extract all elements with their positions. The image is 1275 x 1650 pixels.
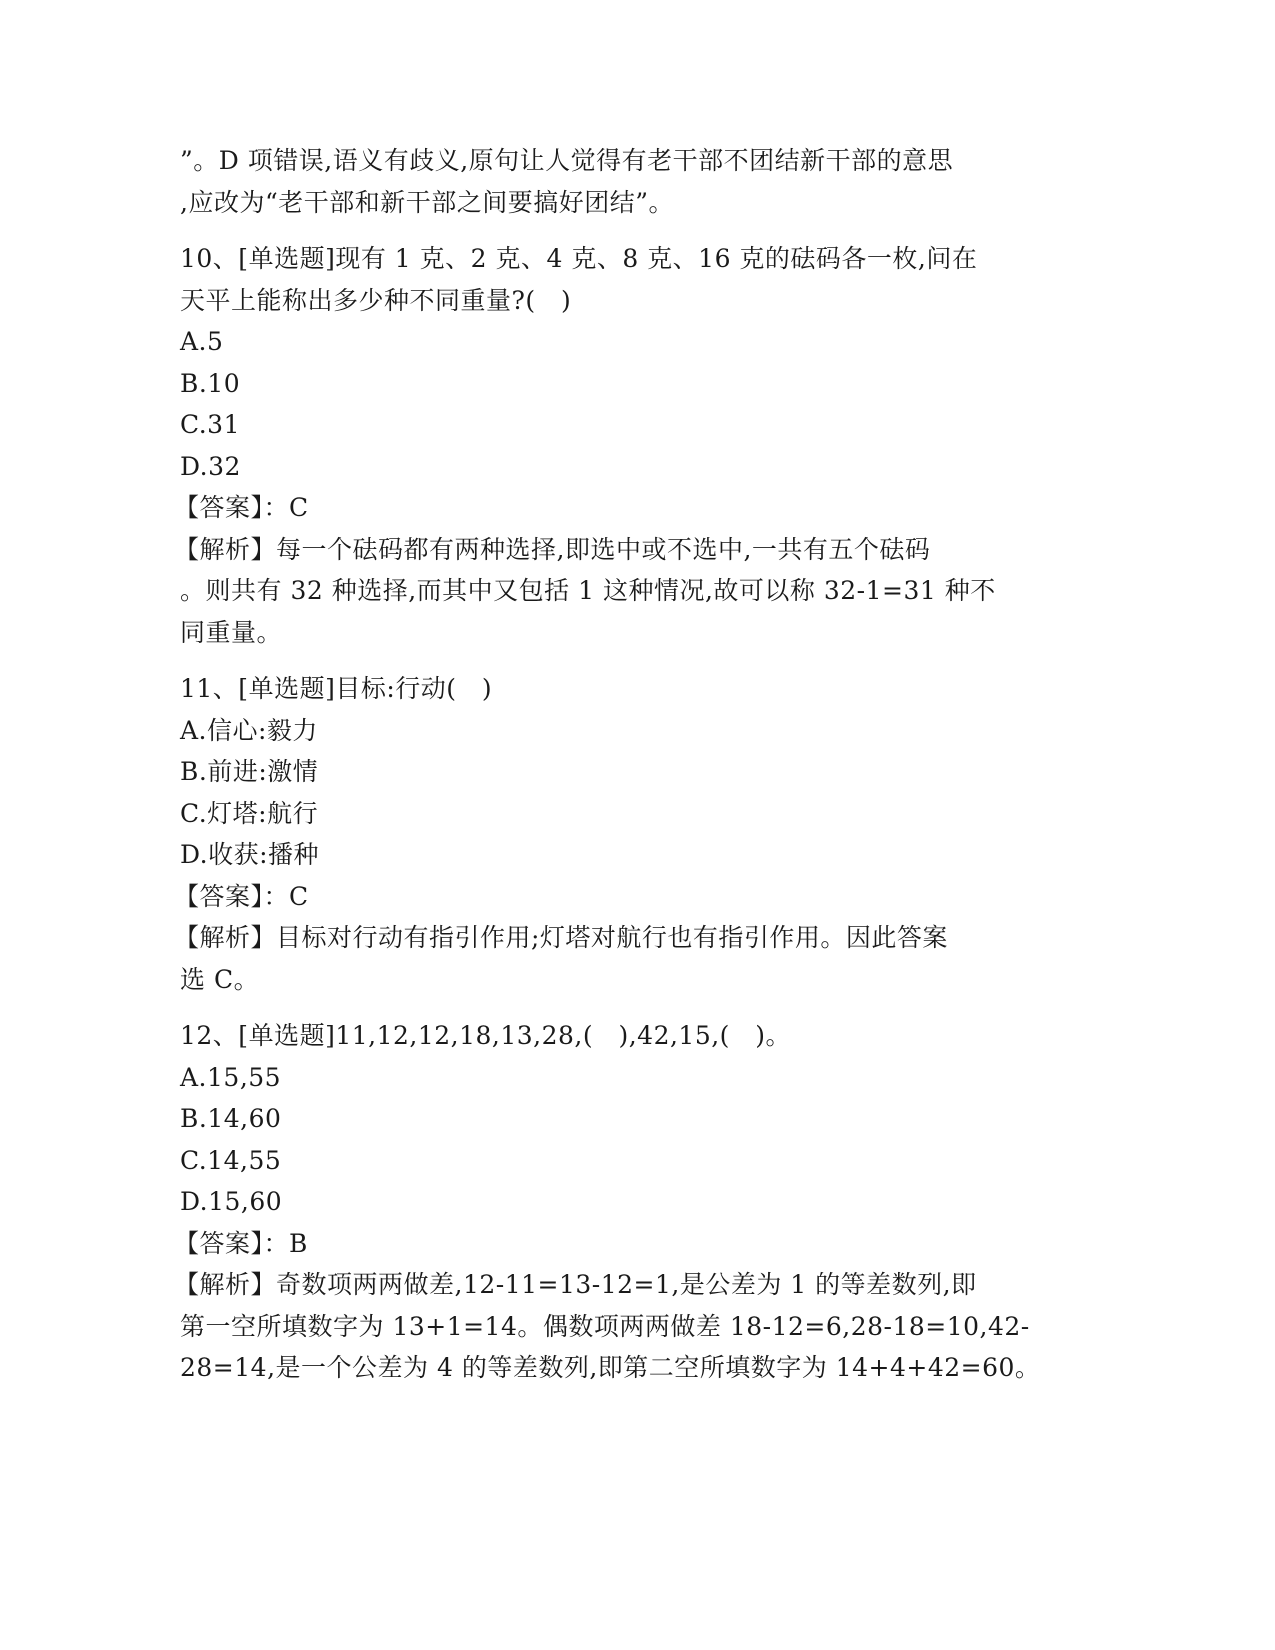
- paragraph-gap: [180, 653, 1080, 668]
- q11-answer: 【答案】：C: [174, 881, 309, 911]
- q9-tail-line-1: ”。D 项错误,语义有歧义,原句让人觉得有老干部不团结新干部的意思: [180, 146, 954, 175]
- q10-stem-line-2: 天平上能称出多少种不同重量?( ): [180, 285, 572, 315]
- document-body: [174, 140, 1080, 1389]
- q12-analysis-line-1: 【解析】奇数项两两做差,12-11=13-12=1,是公差为 1 的等差数列,即: [174, 1270, 977, 1299]
- paragraph-gap: [180, 1000, 1080, 1015]
- q12-analysis-line-2: 第一空所填数字为 13+1=14。偶数项两两做差 18-12=6,28-18=10,42-: [180, 1311, 1030, 1341]
- question-9-tail: [180, 140, 1080, 223]
- q11-option-c: C.灯塔:航行: [180, 798, 319, 828]
- q11-stem-line-1: 11、[单选题]目标:行动( ): [180, 674, 493, 703]
- question-10: [174, 238, 1080, 653]
- q11-option-a: A.信心:毅力: [180, 715, 318, 745]
- q10-option-c: C.31: [180, 410, 240, 439]
- q12-analysis-line-3: 28=14,是一个公差为 4 的等差数列,即第二空所填数字为 14+4+42=60。: [180, 1353, 1041, 1382]
- q11-analysis-line-1: 【解析】目标对行动有指引作用;灯塔对航行也有指引作用。因此答案: [174, 923, 948, 952]
- q11-option-b: B.前进:激情: [180, 757, 319, 786]
- q12-option-d: D.15,60: [180, 1187, 283, 1216]
- q10-option-a: A.5: [180, 327, 224, 356]
- question-11: [174, 668, 1080, 1000]
- q11-option-d: D.收获:播种: [180, 840, 320, 869]
- q10-option-b: B.10: [180, 368, 241, 398]
- q12-option-a: A.15,55: [180, 1062, 282, 1092]
- q9-tail-line-2: ,应改为“老干部和新干部之间要搞好团结”。: [180, 187, 675, 217]
- q12-option-c: C.14,55: [180, 1145, 282, 1175]
- q10-stem-line-1: 10、[单选题]现有 1 克、2 克、4 克、8 克、16 克的砝码各一枚,问在: [180, 244, 978, 273]
- q10-option-d: D.32: [180, 451, 241, 481]
- q10-analysis-line-3: 同重量。: [180, 617, 283, 647]
- q12-option-b: B.14,60: [180, 1104, 282, 1133]
- q10-answer: 【答案】：C: [174, 493, 309, 522]
- q10-analysis-line-2: 。则共有 32 种选择,而其中又包括 1 这种情况,故可以称 32-1=31 种不: [180, 576, 996, 605]
- q12-stem-line-1: 12、[单选题]11,12,12,18,13,28,( ),42,15,( )。: [180, 1021, 792, 1050]
- q12-answer: 【答案】：B: [174, 1228, 308, 1258]
- question-12: [174, 1015, 1080, 1389]
- paragraph-gap: [180, 223, 1080, 238]
- q11-analysis-line-2: 选 C。: [180, 964, 260, 994]
- q10-analysis-line-1: 【解析】每一个砝码都有两种选择,即选中或不选中,一共有五个砝码: [174, 534, 931, 564]
